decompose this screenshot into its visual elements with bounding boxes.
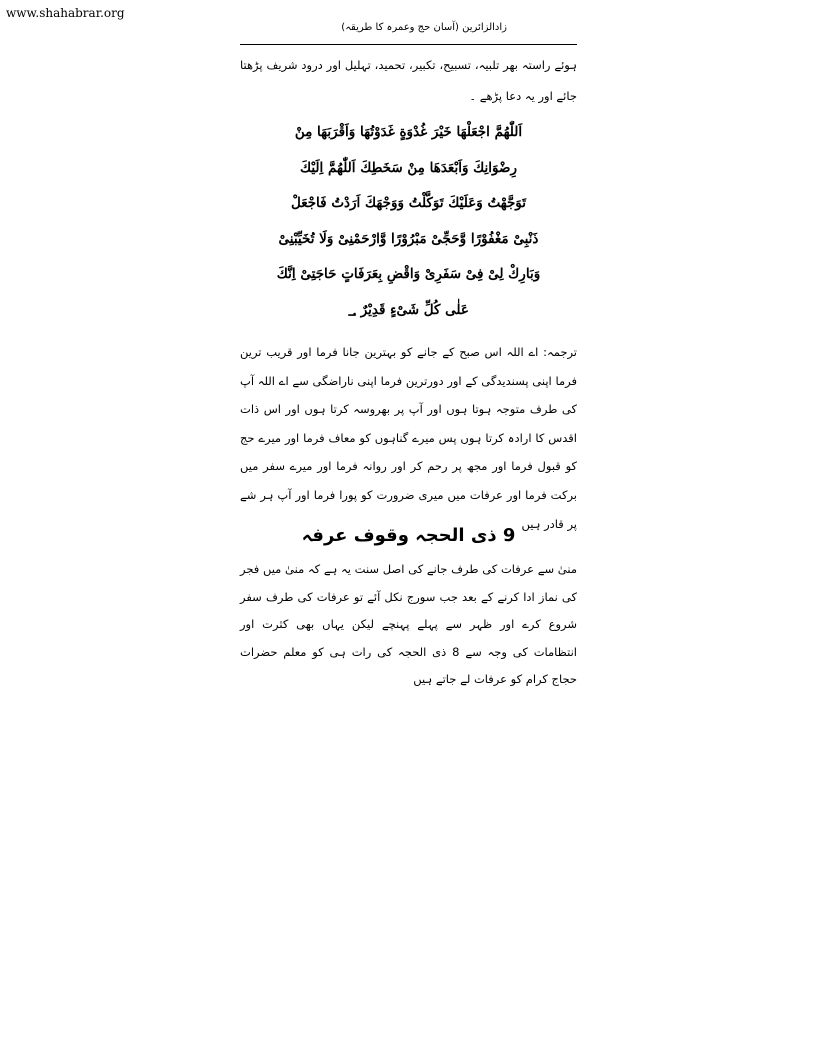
translation-paragraph (240, 338, 577, 538)
section-heading: 9 ذی الحجہ وقوف عرفہ (301, 525, 516, 546)
book-page (240, 18, 577, 686)
dua-line: عَلٰى كُلِّ شَىْءٍ قَدِيْرٌ ؀ (348, 301, 469, 318)
section-paragraph (240, 556, 577, 694)
dua-line: تَوَجَّهْتُ وَعَلَيْكَ تَوَكَّلْتُ وَوَجْهَكَ اَرَدْتُ فَاجْعَلْ (290, 195, 527, 211)
intro-text: ہوئے راستہ بھر تلبیہ، تسبیح، تکبیر، تحمید، تہلیل اور درود شریف پڑھتا جائے اور یہ دعا پڑھے ۔ (240, 58, 577, 103)
dua-line: اَللّٰهُمَّ اجْعَلْهَا خَيْرَ غُدْوَةٍ غَدَوْتُهَا وَاَقْرَبَهَا مِنْ (294, 124, 523, 140)
translation-text: ترجمہ: اے اللہ اس صبح کے جانے کو بہترین جانا فرما اور قریب ترین فرما اپنی پسندیدگی کے اور دورترین فرما اپنی ناراضگی سے اے اللہ آپ کی طرف متوجہ ہوتا ہوں اور آپ پر بھروسہ کرتا ہوں اور اس ذات اقدس کا ارادہ کرتا ہوں پس میرے گناہوں کو معاف فرما اور میرے حج کو قبول فرما اور مجھ پر رحم کر اور روانہ فرما اور میرے سفر میں برکت فرما اور عرفات میں میری ضرورت کو پورا فرما اور آپ ہر شے پر قادر ہیں (240, 345, 577, 531)
intro-paragraph (240, 50, 577, 112)
header-divider (240, 44, 577, 45)
running-header: زادالزائرین (آسان حج وعمرہ کا طریقہ) (341, 22, 507, 33)
dua-line: رِضْوَانِكَ وَاَبْعَدَهَا مِنْ سَخَطِكَ اَللّٰهُمَّ اِلَيْكَ (299, 159, 518, 176)
dua-line: ذَنْبِىْ مَغْفُوْرًا وَّحَجِّىْ مَبْرُوْرًا وَّارْحَمْنِىْ وَلَا تُخَيِّبْنِىْ (278, 230, 539, 247)
arabic-dua (240, 115, 577, 328)
dua-line: وَبَارِكْ لِىْ فِىْ سَفَرِىْ وَاقْضِ بِعَرَفَاتٍ حَاجَتِىْ اِنَّكَ (276, 266, 541, 282)
section-text: منیٰ سے عرفات کی طرف جانے کی اصل سنت یہ ہے کہ منیٰ میں فجر کی نماز ادا کرنے کے بعد جب سورج نکل آئے تو عرفات کی طرف سفر شروع کرے اور ظہر سے پہلے پہنچے لیکن یہاں بھی کثرت اور انتظامات کی وجہ سے 8 ذی الحجہ کی رات ہی کو معلم حضرات حجاج کرام کو عرفات لے جاتے ہیں (240, 562, 577, 686)
site-url: www.shahabrar.org (6, 6, 125, 20)
